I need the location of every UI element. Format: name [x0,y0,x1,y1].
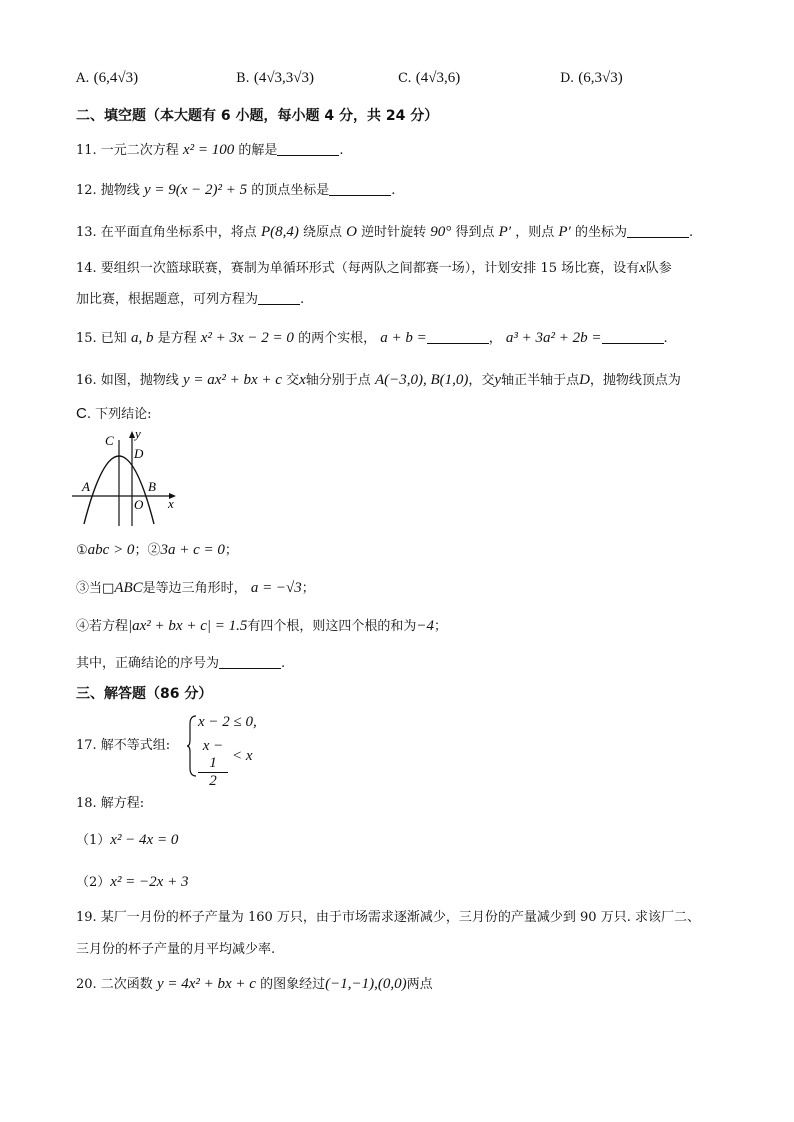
q11-end: . [339,143,344,158]
q16-text-3: ，交 [468,373,495,388]
q11-suffix: 的解是 [238,143,278,158]
figure-label-x: x [168,496,174,511]
q14-end: . [300,292,305,307]
q16-y: y [494,372,502,388]
choice-b [236,70,314,87]
choice-c-value: (4√3,6) [415,70,461,86]
q15-prefix: 15. 已知 [76,331,127,346]
q17-denominator: 2 [209,773,217,789]
q20-function: y = 4x² + bx + c [156,976,256,992]
c4-sum: −4 [416,618,434,634]
choice-d [560,70,623,87]
question-14-line-1 [76,258,672,279]
conclusion-answer [76,654,285,674]
q14-text-1b: 队参 [645,261,672,276]
conclusion-3 [76,578,315,599]
q13-answer-blank[interactable] [627,223,689,238]
q13-text-1: 绕原点 [303,225,343,240]
c4-equation: |ax² + bx + c| = 1.5 [128,618,248,634]
q15-expression: a³ + 3a² + 2b = [505,330,602,346]
q16-text-1: 交 [286,373,300,388]
q16-points: A(−3,0), B(1,0) [374,372,469,388]
q13-text-4: ，则点 [515,225,555,240]
choice-d-value: (6,3√3) [578,70,623,86]
q12-equation: y = 9(x − 2)² + 5 [143,182,248,198]
c3-triangle-glyph: □ [102,581,115,596]
question-16-line-2 [76,404,152,425]
q13-point-p-prime: P′ [498,224,512,240]
figure-label-y: y [135,428,141,441]
q13-prefix: 13. 在平面直角坐标系中，将点 [76,225,257,240]
c3-end: ； [301,581,315,596]
choice-a-value: (6,4√3) [93,70,139,86]
choice-b-label: B. [236,71,250,86]
q20-text-2: 两点 [406,977,433,992]
q13-text-3: 得到点 [455,225,495,240]
q15-equation: x² + 3x − 2 = 0 [200,330,294,346]
q12-suffix: 的顶点坐标是 [251,183,330,198]
q17-numerator: x − 1 [198,738,228,773]
q14-text-2: 加比赛，根据题意，可列方程为 [76,292,259,307]
question-11 [76,140,344,161]
q14-text-1: 14. 要组织一次篮球联赛，赛制为单循环形式（每两队之间都赛一场），计划安排 15 场比赛，设有 [76,261,640,276]
q15-sum: a + b = [380,330,427,346]
q15-text-2: 的两个实根， [298,331,377,346]
c3-marker: ③当 [76,581,103,596]
section-2-heading: 二、填空题（本大题有 6 小题，每小题 4 分，共 24 分） [76,108,439,124]
q15-end: . [663,331,668,346]
q13-text-5: 的坐标为 [574,225,627,240]
q18-part-2 [76,872,188,893]
q13-angle: 90° [430,224,452,240]
q16-parabola: y = ax² + bx + c [182,372,282,388]
c2-marker: ；② [134,543,161,558]
q11-prefix: 11. 一元二次方程 [76,143,179,158]
figure-label-a: A [82,479,90,494]
figure-label-d: D [134,446,144,461]
q18-part-1 [76,830,178,851]
q20-points: (−1,−1),(0,0) [325,976,407,992]
q16-prefix: 16. 如图，抛物线 [76,373,179,388]
q16-text-5: ，抛物线顶点为 [589,373,681,388]
c1-expression: abc > 0 [87,542,135,558]
c3-triangle: ABC [114,580,143,596]
c1-marker: ① [76,543,88,558]
answer-end: . [281,656,286,671]
question-15 [76,328,668,349]
q14-answer-blank[interactable] [258,290,300,305]
choice-b-value: (4√3,3√3) [253,70,315,86]
q16-x: x [299,372,306,388]
conclusion-1-2 [76,540,238,561]
q13-origin: O [346,224,357,240]
q17-inequality-2-rhs: < x [232,748,253,764]
q11-equation: x² = 100 [182,142,235,158]
question-18-label: 18. 解方程: [76,796,145,811]
c2-end: ； [224,543,238,558]
q15-answer-blank-1[interactable] [427,329,489,344]
figure-label-o: O [134,497,144,512]
q18-equation-1: x² − 4x = 0 [110,832,179,848]
choice-c-label: C. [398,71,412,86]
c4-text: 有四个根，则这四个根的和为 [247,619,417,634]
q17-brace [186,714,198,778]
q18-equation-2: x² = −2x + 3 [110,874,189,890]
q15-roots: a, b [130,330,154,346]
q20-prefix: 20. 二次函数 [76,977,153,992]
q13-point-p-prime-2: P′ [558,224,571,240]
question-19-line-1: 19. 某厂一月份的杯子产量为 160 万只，由于市场需求逐渐减少，三月份的产量减少到 90 万只. 求该厂二、 [76,910,700,925]
section-3-heading: 三、解答题（86 分） [76,686,213,702]
q14-variable: x [639,260,646,276]
q16-text-4: 轴正半轴于点 [501,373,580,388]
c2-expression: 3a + c = 0 [160,542,225,558]
q12-answer-blank[interactable] [329,181,391,196]
q18-part-2-marker: （2） [76,875,111,890]
question-17-label: 17. 解不等式组: [76,738,171,753]
q16-figure [72,428,182,528]
q16-text-2: 轴分别于点 [305,373,371,388]
figure-label-b: B [148,479,156,494]
q20-text-1: 的图象经过 [260,977,326,992]
c3-text: 是等边三角形时， [142,581,247,596]
q11-answer-blank[interactable] [277,141,339,156]
answer-prompt: 其中，正确结论的序号为 [76,656,220,671]
q15-answer-blank-2[interactable] [602,329,664,344]
q12-prefix: 12. 抛物线 [76,183,140,198]
choice-a-label: A. [76,71,90,86]
q13-end: . [688,225,694,240]
conclusion-4 [76,616,447,637]
q13-text-2: 逆时针旋转 [361,225,427,240]
q17-inequality-system [186,714,296,789]
q13-point-p: P(8,4) [260,224,299,240]
c4-marker: ④若方程 [76,619,129,634]
question-16-line-1 [76,370,681,391]
question-19-line-2: 三月份的杯子产量的月平均减少率. [76,942,276,957]
figure-label-c: C [105,433,114,448]
q18-part-1-marker: （1） [76,833,111,848]
q16-point-d: D [579,372,590,388]
choice-a [76,70,138,87]
q16-text-6: . 下列结论: [86,407,152,422]
question-14-line-2 [76,290,304,310]
q17-fraction [198,738,228,790]
question-12 [76,180,395,201]
choice-c [398,70,460,87]
choice-d-label: D. [560,71,575,86]
q15-text-1: 是方程 [157,331,197,346]
c4-end: ； [434,619,448,634]
c3-value: a = −√3 [250,580,302,596]
question-20 [76,974,433,995]
q16-answer-blank[interactable] [219,654,281,669]
q17-inequality-1: x − 2 ≤ 0, [198,714,257,730]
q12-end: . [391,183,396,198]
question-13 [76,222,693,243]
q15-text-3: ， [488,331,502,346]
q16-vertex: C [76,405,87,422]
